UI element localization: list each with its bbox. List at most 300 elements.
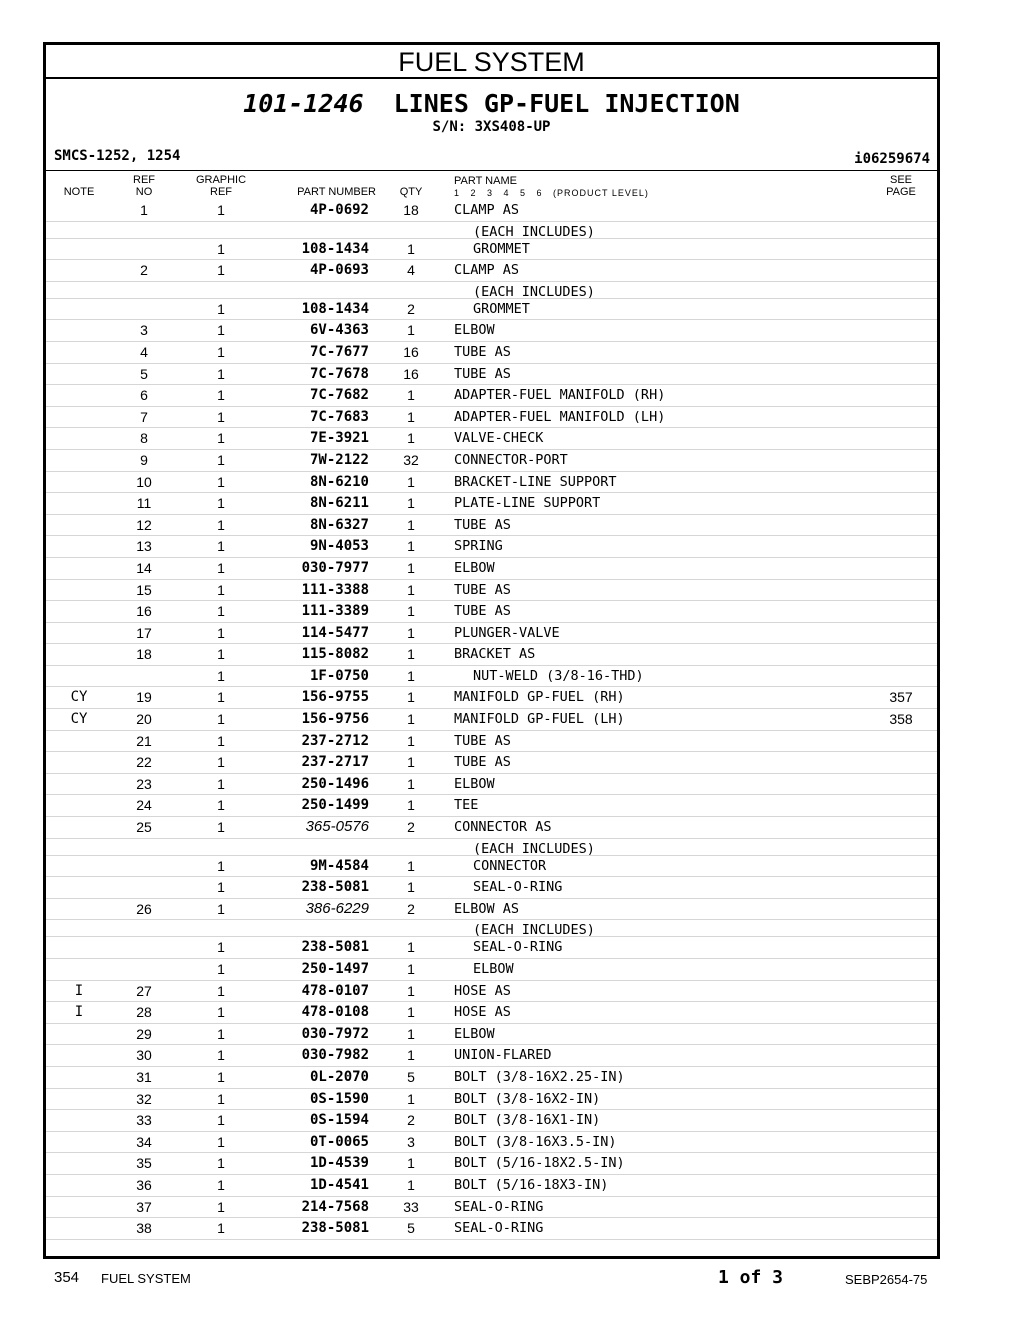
part-number-cell: 156-9755 xyxy=(301,689,369,706)
part-name-cell: PLATE-LINE SUPPORT xyxy=(454,495,601,512)
qty-cell: 1 xyxy=(407,538,415,555)
table-row xyxy=(46,709,937,731)
ref-no-cell: 7 xyxy=(140,408,148,425)
qty-cell: 1 xyxy=(407,1047,415,1064)
graphic-ref-cell: 1 xyxy=(217,775,225,792)
ref-no-cell: 35 xyxy=(136,1155,152,1172)
qty-cell: 5 xyxy=(407,1220,415,1237)
part-number-cell: 1D-4539 xyxy=(309,1155,369,1172)
table-row xyxy=(46,428,937,450)
part-name-cell: ELBOW xyxy=(454,322,495,339)
graphic-ref-cell: 1 xyxy=(217,857,225,874)
part-number-cell: 0T-0065 xyxy=(309,1133,369,1150)
table-row xyxy=(46,1132,937,1154)
col-header-ref-bottom: NO xyxy=(135,186,153,198)
qty-cell: 1 xyxy=(407,689,415,706)
part-name-cell: ELBOW xyxy=(454,1025,495,1042)
parts-list-frame xyxy=(43,42,940,1259)
table-row xyxy=(46,320,937,342)
ref-no-cell: 6 xyxy=(140,387,148,404)
part-name-cell: TUBE AS xyxy=(454,603,511,620)
table-row xyxy=(46,450,937,472)
col-header-see-page xyxy=(881,174,921,198)
part-name-cell: BOLT (5/16-18X2.5-IN) xyxy=(454,1155,625,1172)
table-row xyxy=(46,260,937,282)
ref-no-cell: 36 xyxy=(136,1176,152,1193)
smcs-codes: SMCS-1252, 1254 xyxy=(54,148,181,164)
col-header-product-level: 1 2 3 4 5 6 (PRODUCT LEVEL) xyxy=(454,188,649,198)
graphic-ref-cell: 1 xyxy=(217,343,225,360)
table-row xyxy=(46,364,937,386)
graphic-ref-cell: 1 xyxy=(217,982,225,999)
qty-cell: 1 xyxy=(407,240,415,257)
ref-no-cell: 14 xyxy=(136,559,152,576)
col-header-see-top: SEE xyxy=(889,174,912,186)
qty-cell: 1 xyxy=(407,559,415,576)
part-name-cell: HOSE AS xyxy=(454,982,511,999)
graphic-ref-cell: 1 xyxy=(217,754,225,771)
graphic-ref-cell: 1 xyxy=(217,365,225,382)
ref-no-cell: 17 xyxy=(136,624,152,641)
part-number-cell: 9M-4584 xyxy=(309,857,369,874)
ref-no-cell: 29 xyxy=(136,1025,152,1042)
table-row xyxy=(46,1153,937,1175)
table-row xyxy=(46,1024,937,1046)
table-row xyxy=(46,959,937,981)
graphic-ref-cell: 1 xyxy=(217,430,225,447)
graphic-ref-cell: 1 xyxy=(217,1112,225,1129)
graphic-ref-cell: 1 xyxy=(217,900,225,917)
table-row xyxy=(46,580,937,602)
table-row xyxy=(46,1002,937,1024)
part-name-cell: SPRING xyxy=(454,538,503,555)
part-number-cell: 0L-2070 xyxy=(309,1068,369,1085)
table-row xyxy=(46,1175,937,1197)
part-number-cell: 214-7568 xyxy=(301,1198,369,1215)
qty-cell: 2 xyxy=(407,300,415,317)
ref-no-cell: 18 xyxy=(136,646,152,663)
graphic-ref-cell: 1 xyxy=(217,240,225,257)
graphic-ref-cell: 1 xyxy=(217,1025,225,1042)
table-row xyxy=(46,1197,937,1219)
part-number-cell: 250-1497 xyxy=(301,961,369,977)
graphic-ref-cell: 1 xyxy=(217,1090,225,1107)
table-row xyxy=(46,342,937,364)
ref-no-cell: 3 xyxy=(140,322,148,339)
part-name-cell: BOLT (5/16-18X3-IN) xyxy=(454,1176,609,1193)
part-name-cell: TUBE AS xyxy=(454,365,511,382)
qty-cell: 1 xyxy=(407,857,415,874)
table-row xyxy=(46,937,937,959)
graphic-ref-cell: 1 xyxy=(217,495,225,512)
group-name: LINES GP-FUEL INJECTION xyxy=(393,89,740,118)
col-header-graphic-bottom: REF xyxy=(210,186,232,198)
ref-no-cell: 1 xyxy=(140,202,148,218)
footer-page-number: 354 xyxy=(54,1269,80,1286)
table-row xyxy=(46,558,937,580)
part-name-cell: ADAPTER-FUEL MANIFOLD (LH) xyxy=(454,408,666,425)
col-header-part-name-label: PART NAME xyxy=(454,175,517,187)
ref-no-cell: 24 xyxy=(136,797,152,814)
part-name-cell: BOLT (3/8-16X2.25-IN) xyxy=(454,1068,625,1085)
graphic-ref-cell: 1 xyxy=(217,732,225,749)
ref-no-cell: 4 xyxy=(140,343,148,360)
part-name-cell: BRACKET-LINE SUPPORT xyxy=(454,473,617,490)
part-number-cell: 1F-0750 xyxy=(309,667,369,684)
table-row xyxy=(46,687,937,709)
part-number-cell: 8N-6211 xyxy=(309,495,369,512)
part-name-cell: ADAPTER-FUEL MANIFOLD (RH) xyxy=(454,387,666,404)
graphic-ref-cell: 1 xyxy=(217,451,225,468)
ref-no-cell: 5 xyxy=(140,365,148,382)
qty-cell: 33 xyxy=(403,1198,419,1215)
part-name-cell: SEAL-O-RING xyxy=(454,1220,544,1237)
part-name-cell: (EACH INCLUDES) xyxy=(473,840,595,857)
part-name-cell: ELBOW xyxy=(473,961,514,977)
graphic-ref-cell: 1 xyxy=(217,300,225,317)
part-name-cell: (EACH INCLUDES) xyxy=(473,283,595,300)
part-number-cell: 7C-7677 xyxy=(309,343,369,360)
table-row xyxy=(46,644,937,666)
graphic-ref-cell: 1 xyxy=(217,1068,225,1085)
table-row xyxy=(46,1045,937,1067)
graphic-ref-cell: 1 xyxy=(217,689,225,706)
note-cell: I xyxy=(74,1004,84,1021)
part-number-cell: 111-3389 xyxy=(301,603,369,620)
table-row xyxy=(46,1218,937,1240)
part-name-cell: (EACH INCLUDES) xyxy=(473,922,595,939)
table-row xyxy=(46,222,937,239)
table-row xyxy=(46,856,937,878)
qty-cell: 1 xyxy=(407,939,415,956)
ref-no-cell: 23 xyxy=(136,775,152,792)
part-name-cell: SEAL-O-RING xyxy=(473,939,563,956)
table-row xyxy=(46,623,937,645)
ref-no-cell: 26 xyxy=(136,900,152,917)
parts-table xyxy=(46,200,937,1240)
graphic-ref-cell: 1 xyxy=(217,1155,225,1172)
part-number-cell: 114-5477 xyxy=(301,624,369,641)
graphic-ref-cell: 1 xyxy=(217,516,225,533)
part-name-cell: ELBOW AS xyxy=(454,900,520,917)
part-name-cell: HOSE AS xyxy=(454,1004,511,1021)
table-row xyxy=(46,731,937,753)
table-row xyxy=(46,515,937,537)
part-number-cell: 238-5081 xyxy=(301,939,369,956)
part-number-cell: 8N-6327 xyxy=(309,516,369,533)
graphic-ref-cell: 1 xyxy=(217,797,225,814)
col-header-ref xyxy=(124,174,164,198)
part-number-cell: 030-7977 xyxy=(301,559,369,576)
graphic-ref-cell: 1 xyxy=(217,603,225,620)
graphic-ref-cell: 1 xyxy=(217,819,225,836)
qty-cell: 1 xyxy=(407,754,415,771)
qty-cell: 1 xyxy=(407,1176,415,1193)
qty-cell: 1 xyxy=(407,495,415,512)
table-row xyxy=(46,536,937,558)
ref-no-cell: 11 xyxy=(136,495,152,512)
part-number-cell: 237-2712 xyxy=(301,732,369,749)
part-name-cell: ELBOW xyxy=(454,559,495,576)
part-name-cell: GROMMET xyxy=(473,300,530,317)
table-row xyxy=(46,795,937,817)
part-name-cell: BOLT (3/8-16X1-IN) xyxy=(454,1112,601,1129)
part-number-cell: 8N-6210 xyxy=(309,473,369,490)
table-row xyxy=(46,839,937,856)
qty-cell: 1 xyxy=(407,603,415,620)
qty-cell: 1 xyxy=(407,879,415,896)
graphic-ref-cell: 1 xyxy=(217,581,225,598)
graphic-ref-cell: 1 xyxy=(217,408,225,425)
table-row xyxy=(46,200,937,222)
qty-cell: 2 xyxy=(407,900,415,917)
serial-range: S/N: 3XS408-UP xyxy=(432,119,551,135)
part-number-cell: 386-6229 xyxy=(305,899,369,917)
ref-no-cell: 37 xyxy=(136,1198,152,1215)
part-number-cell: 115-8082 xyxy=(301,646,369,663)
qty-cell: 1 xyxy=(407,473,415,490)
table-row xyxy=(46,493,937,515)
qty-cell: 2 xyxy=(407,819,415,836)
graphic-ref-cell: 1 xyxy=(217,624,225,641)
ref-no-cell: 2 xyxy=(140,262,148,279)
ref-no-cell: 34 xyxy=(136,1133,152,1150)
graphic-ref-cell: 1 xyxy=(217,939,225,956)
section-title: FUEL SYSTEM xyxy=(46,45,937,79)
part-name-cell: MANIFOLD GP-FUEL (RH) xyxy=(454,689,625,706)
ref-no-cell: 10 xyxy=(136,473,152,490)
part-name-cell: SEAL-O-RING xyxy=(473,879,563,896)
part-name-cell: MANIFOLD GP-FUEL (LH) xyxy=(454,711,625,728)
part-name-cell: TUBE AS xyxy=(454,343,511,360)
part-number-cell: 478-0107 xyxy=(301,982,369,999)
graphic-ref-cell: 1 xyxy=(217,879,225,896)
table-row xyxy=(46,282,937,299)
table-row xyxy=(46,899,937,921)
part-name-cell: (EACH INCLUDES) xyxy=(473,223,595,240)
part-name-cell: BOLT (3/8-16X2-IN) xyxy=(454,1090,601,1107)
table-row xyxy=(46,239,937,261)
ref-no-cell: 15 xyxy=(136,581,152,598)
qty-cell: 16 xyxy=(403,365,419,382)
note-cell: CY xyxy=(70,689,88,706)
part-name-cell: TUBE AS xyxy=(454,732,511,749)
graphic-ref-cell: 1 xyxy=(217,262,225,279)
table-row xyxy=(46,752,937,774)
qty-cell: 16 xyxy=(403,343,419,360)
graphic-ref-cell: 1 xyxy=(217,667,225,684)
graphic-ref-cell: 1 xyxy=(217,646,225,663)
part-number-cell: 250-1496 xyxy=(301,775,369,792)
table-row xyxy=(46,920,937,937)
graphic-ref-cell: 1 xyxy=(217,473,225,490)
part-number-cell: 7C-7683 xyxy=(309,408,369,425)
ref-no-cell: 8 xyxy=(140,430,148,447)
ref-no-cell: 22 xyxy=(136,754,152,771)
ref-no-cell: 25 xyxy=(136,819,152,836)
footer-section: FUEL SYSTEM xyxy=(101,1271,191,1286)
col-header-part-number: PART NUMBER xyxy=(297,186,376,198)
group-number: 101-1246 xyxy=(243,89,364,118)
col-header-ref-top: REF xyxy=(133,174,155,186)
part-name-cell: BOLT (3/8-16X3.5-IN) xyxy=(454,1133,617,1150)
qty-cell: 1 xyxy=(407,1025,415,1042)
graphic-ref-cell: 1 xyxy=(217,322,225,339)
col-header-part-name xyxy=(454,175,649,199)
qty-cell: 1 xyxy=(407,408,415,425)
ref-no-cell: 33 xyxy=(136,1112,152,1129)
see-page-cell: 357 xyxy=(889,689,913,706)
graphic-ref-cell: 1 xyxy=(217,538,225,555)
part-number-cell: 156-9756 xyxy=(301,711,369,728)
qty-cell: 1 xyxy=(407,667,415,684)
qty-cell: 4 xyxy=(407,262,415,279)
qty-cell: 1 xyxy=(407,982,415,999)
qty-cell: 1 xyxy=(407,646,415,663)
col-header-graphic xyxy=(191,174,251,198)
ref-no-cell: 9 xyxy=(140,451,148,468)
part-number-cell: 0S-1594 xyxy=(309,1112,369,1129)
see-page-cell: 358 xyxy=(889,711,913,728)
ref-no-cell: 28 xyxy=(136,1004,152,1021)
table-row xyxy=(46,472,937,494)
ref-no-cell: 32 xyxy=(136,1090,152,1107)
qty-cell: 1 xyxy=(407,516,415,533)
part-name-cell: TUBE AS xyxy=(454,754,511,771)
table-row xyxy=(46,817,937,839)
col-header-graphic-top: GRAPHIC xyxy=(195,174,247,186)
header-divider xyxy=(46,170,937,171)
ref-no-cell: 27 xyxy=(136,982,152,999)
qty-cell: 18 xyxy=(403,202,419,218)
qty-cell: 1 xyxy=(407,732,415,749)
graphic-ref-cell: 1 xyxy=(217,1047,225,1064)
table-row xyxy=(46,1089,937,1111)
part-name-cell: CONNECTOR-PORT xyxy=(454,451,568,468)
ref-no-cell: 31 xyxy=(136,1068,152,1085)
group-heading xyxy=(46,89,937,118)
table-row xyxy=(46,385,937,407)
part-name-cell: CLAMP AS xyxy=(454,202,520,218)
part-number-cell: 4P-0692 xyxy=(309,202,369,218)
qty-cell: 1 xyxy=(407,775,415,792)
part-number-cell: 238-5081 xyxy=(301,879,369,896)
graphic-ref-cell: 1 xyxy=(217,202,225,218)
ref-no-cell: 20 xyxy=(136,711,152,728)
part-number-cell: 9N-4053 xyxy=(309,538,369,555)
part-name-cell: TUBE AS xyxy=(454,581,511,598)
part-name-cell: NUT-WELD (3/8-16-THD) xyxy=(473,667,644,684)
part-name-cell: CONNECTOR xyxy=(473,857,547,874)
part-number-cell: 108-1434 xyxy=(301,240,369,257)
qty-cell: 1 xyxy=(407,797,415,814)
note-cell: CY xyxy=(70,711,88,728)
qty-cell: 1 xyxy=(407,322,415,339)
table-row xyxy=(46,407,937,429)
qty-cell: 1 xyxy=(407,430,415,447)
part-number-cell: 478-0108 xyxy=(301,1004,369,1021)
col-header-qty: QTY xyxy=(399,186,423,198)
part-name-cell: TUBE AS xyxy=(454,516,511,533)
qty-cell: 1 xyxy=(407,711,415,728)
ref-no-cell: 13 xyxy=(136,538,152,555)
part-number-cell: 7C-7682 xyxy=(309,387,369,404)
table-row xyxy=(46,666,937,688)
part-number-cell: 4P-0693 xyxy=(309,262,369,279)
ref-no-cell: 30 xyxy=(136,1047,152,1064)
part-number-cell: 7C-7678 xyxy=(309,365,369,382)
part-number-cell: 7E-3921 xyxy=(309,430,369,447)
part-name-cell: GROMMET xyxy=(473,240,530,257)
qty-cell: 1 xyxy=(407,961,415,977)
ref-no-cell: 12 xyxy=(136,516,152,533)
qty-cell: 2 xyxy=(407,1112,415,1129)
qty-cell: 1 xyxy=(407,1004,415,1021)
ref-no-cell: 38 xyxy=(136,1220,152,1237)
part-number-cell: 030-7972 xyxy=(301,1025,369,1042)
part-number-cell: 108-1434 xyxy=(301,300,369,317)
part-name-cell: BRACKET AS xyxy=(454,646,536,663)
qty-cell: 1 xyxy=(407,387,415,404)
part-number-cell: 0S-1590 xyxy=(309,1090,369,1107)
table-row xyxy=(46,981,937,1003)
qty-cell: 3 xyxy=(407,1133,415,1150)
graphic-ref-cell: 1 xyxy=(217,1176,225,1193)
graphic-ref-cell: 1 xyxy=(217,961,225,977)
ref-no-cell: 21 xyxy=(136,732,152,749)
footer-page-count: 1 of 3 xyxy=(718,1267,784,1288)
part-number-cell: 111-3388 xyxy=(301,581,369,598)
note-cell: I xyxy=(74,982,84,999)
part-name-cell: CLAMP AS xyxy=(454,262,520,279)
table-row xyxy=(46,774,937,796)
qty-cell: 1 xyxy=(407,1155,415,1172)
part-name-cell: ELBOW xyxy=(454,775,495,792)
part-name-cell: UNION-FLARED xyxy=(454,1047,552,1064)
qty-cell: 1 xyxy=(407,624,415,641)
part-number-cell: 238-5081 xyxy=(301,1220,369,1237)
col-header-note: NOTE xyxy=(63,186,95,198)
part-number-cell: 237-2717 xyxy=(301,754,369,771)
graphic-ref-cell: 1 xyxy=(217,1004,225,1021)
part-number-cell: 365-0576 xyxy=(305,818,369,836)
footer-doc-id: SEBP2654-75 xyxy=(845,1272,928,1287)
table-row xyxy=(46,601,937,623)
part-number-cell: 7W-2122 xyxy=(309,451,369,468)
qty-cell: 1 xyxy=(407,1090,415,1107)
part-number-cell: 030-7982 xyxy=(301,1047,369,1064)
part-number-cell: 6V-4363 xyxy=(309,322,369,339)
part-name-cell: SEAL-O-RING xyxy=(454,1198,544,1215)
part-number-cell: 1D-4541 xyxy=(309,1176,369,1193)
table-row xyxy=(46,877,937,899)
col-header-see-bottom: PAGE xyxy=(886,186,916,198)
graphic-ref-cell: 1 xyxy=(217,1220,225,1237)
graphic-ref-cell: 1 xyxy=(217,1198,225,1215)
table-row xyxy=(46,1067,937,1089)
part-name-cell: PLUNGER-VALVE xyxy=(454,624,560,641)
part-name-cell: CONNECTOR AS xyxy=(454,819,552,836)
table-row xyxy=(46,1110,937,1132)
ref-no-cell: 19 xyxy=(136,689,152,706)
graphic-ref-cell: 1 xyxy=(217,387,225,404)
graphic-ref-cell: 1 xyxy=(217,1133,225,1150)
qty-cell: 5 xyxy=(407,1068,415,1085)
illustration-id: i06259674 xyxy=(854,151,930,167)
part-number-cell: 250-1499 xyxy=(301,797,369,814)
table-row xyxy=(46,299,937,321)
graphic-ref-cell: 1 xyxy=(217,559,225,576)
